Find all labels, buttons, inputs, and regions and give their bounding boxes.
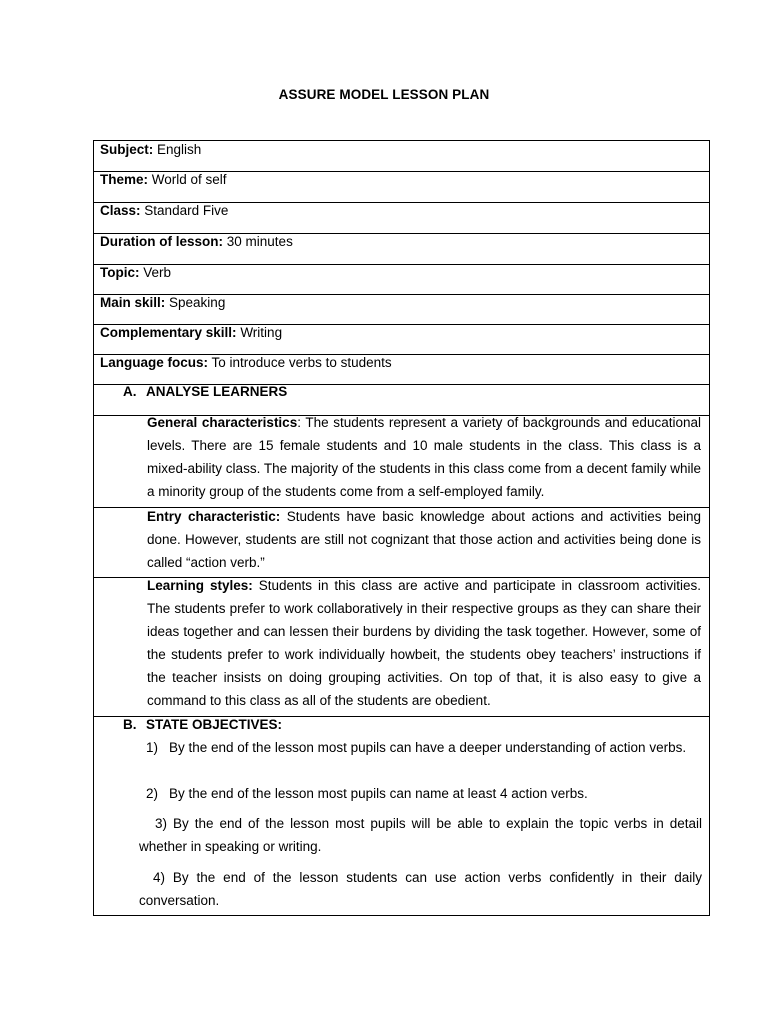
complementary-skill-row	[94, 325, 709, 355]
paragraph-label: Learning styles:	[147, 578, 253, 593]
objective-number: 4)	[153, 870, 166, 885]
paragraph-text: Students in this class are active and participate in classroom activities. The students prefer to work collaboratively in their respective groups as they can share their ideas together and can lessen their burdens by dividing the task together. However, some of the students prefer to work individually howbeit, the students obey teachers’ instructions if the teacher insists on doing grouping activities. On top of that, it is also easy to give a command to this class as all of the students are obedient.	[147, 578, 702, 708]
section-a-heading	[123, 384, 287, 400]
objective-number: 3)	[155, 816, 168, 831]
paragraph-text: Students have basic knowledge about actions and activities being done. However, students are still not cognizant that those action and activities being done is called “action verb.”	[147, 509, 701, 570]
entry-characteristic-row	[94, 508, 709, 578]
field-label: Main skill:	[100, 295, 166, 310]
section-letter: B.	[123, 717, 137, 732]
subject-field	[100, 142, 201, 158]
objective-item	[146, 736, 702, 759]
objective-number: 1)	[146, 740, 159, 755]
duration-field	[100, 234, 293, 250]
objective-text: By the end of the lesson most pupils can name at least 4 action verbs.	[169, 786, 588, 801]
field-label: Subject:	[100, 142, 154, 157]
paragraph-text: : The students represent a variety of backgrounds and educational levels. There are 15 female students and 10 male students in the class. This class is a mixed-ability class. The majority of the students in this class come from a decent family while a minority group of the students come from a self-employed family.	[147, 415, 701, 499]
paragraph-label: Entry characteristic:	[147, 509, 281, 524]
learning-styles-paragraph	[147, 574, 701, 712]
class-field	[100, 203, 228, 219]
objective-item	[139, 812, 702, 858]
section-b-heading	[123, 717, 282, 733]
general-characteristics-paragraph	[147, 411, 701, 503]
field-value: 30 minutes	[226, 234, 293, 249]
field-value: World of self	[151, 172, 227, 187]
entry-characteristic-paragraph	[147, 505, 701, 574]
field-value: To introduce verbs to students	[211, 355, 392, 370]
field-label: Class:	[100, 203, 141, 218]
general-characteristics-row	[94, 416, 709, 508]
paragraph-label: General characteristics	[147, 415, 298, 430]
section-title: STATE OBJECTIVES:	[146, 717, 283, 732]
language-focus-field	[100, 355, 392, 371]
field-value: Writing	[240, 325, 283, 340]
objective-text: By the end of the lesson students can use action verbs confidently in their daily conversation.	[139, 870, 702, 908]
objective-number: 2)	[146, 786, 159, 801]
field-label: Theme:	[100, 172, 149, 187]
complementary-skill-field	[100, 325, 282, 341]
field-label: Complementary skill:	[100, 325, 237, 340]
section-letter: A.	[123, 384, 137, 399]
class-row	[94, 203, 709, 234]
field-value: Standard Five	[144, 203, 229, 218]
language-focus-row	[94, 355, 709, 385]
section-title: ANALYSE LEARNERS	[146, 384, 288, 399]
theme-field	[100, 172, 227, 188]
objective-item	[146, 782, 702, 805]
field-value: Verb	[143, 265, 172, 280]
field-label: Language focus:	[100, 355, 209, 370]
learning-styles-row	[94, 578, 709, 717]
document-title: ASSURE MODEL LESSON PLAN	[278, 87, 490, 102]
main-skill-field	[100, 295, 225, 311]
field-label: Duration of lesson:	[100, 234, 224, 249]
field-value: English	[157, 142, 202, 157]
field-label: Topic:	[100, 265, 140, 280]
subject-row	[94, 141, 709, 172]
main-skill-row	[94, 295, 709, 325]
section-b-row	[94, 717, 709, 915]
lesson-plan-table	[93, 140, 710, 916]
topic-row	[94, 265, 709, 295]
topic-field	[100, 265, 171, 281]
field-value: Speaking	[169, 295, 226, 310]
duration-row	[94, 234, 709, 265]
objective-text: By the end of the lesson most pupils can have a deeper understanding of action verbs.	[169, 740, 687, 755]
theme-row	[94, 172, 709, 203]
objective-text: By the end of the lesson most pupils will be able to explain the topic verbs in detail whether in speaking or writing.	[139, 816, 702, 854]
objective-item	[139, 866, 702, 912]
